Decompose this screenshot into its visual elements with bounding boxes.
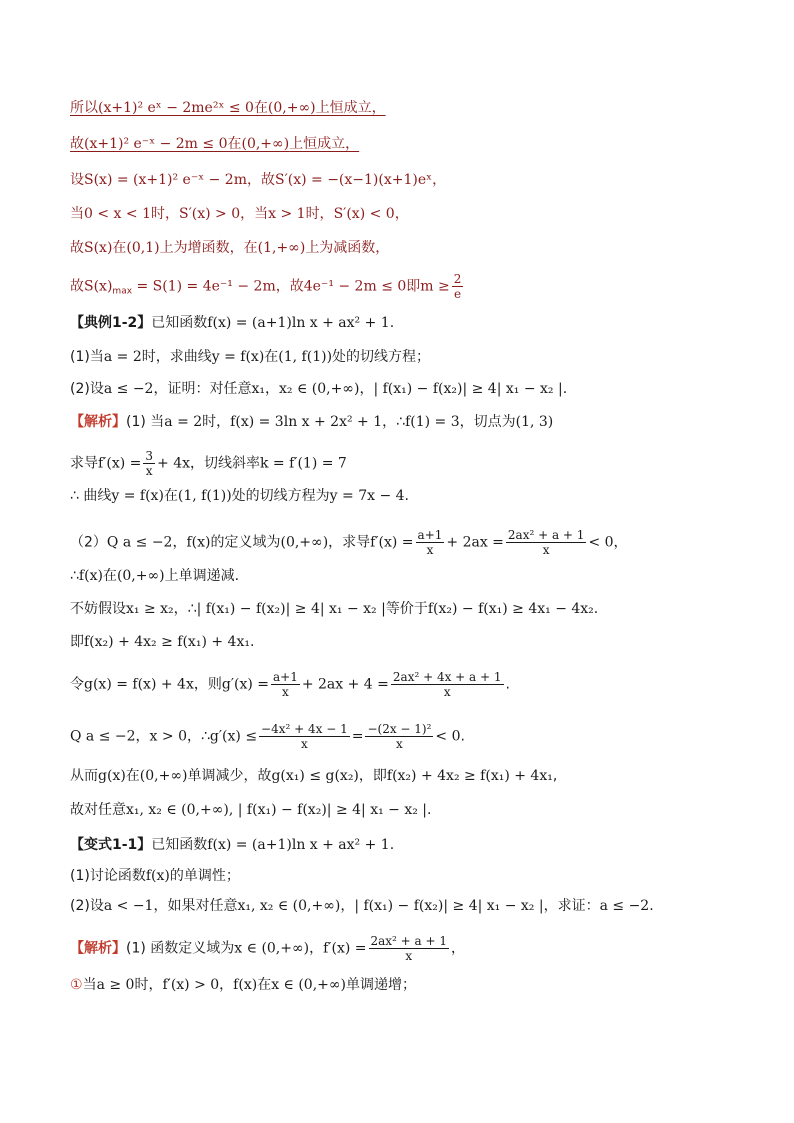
math-expression: Q a ≤ −2	[70, 728, 136, 745]
math-expression: S(x)	[84, 240, 113, 256]
text-line	[70, 170, 446, 190]
text-segment: 故	[70, 136, 84, 152]
math-expression: (1, f(1))	[177, 488, 232, 504]
math-expression: f′(x) =	[370, 534, 414, 551]
fraction	[452, 272, 464, 301]
text-segment: .	[562, 381, 568, 397]
numerator: 2ax² + a + 1	[370, 934, 448, 948]
step-marker: ①	[70, 977, 83, 993]
text-segment: 等价于	[385, 601, 428, 617]
text-line	[70, 566, 239, 586]
text-segment: (1)当	[70, 349, 104, 365]
fraction	[259, 722, 350, 751]
text-segment: (1) 函数定义域为	[126, 940, 235, 957]
text-segment: ，	[309, 940, 324, 957]
denominator: x	[426, 543, 434, 557]
section-tag: 【解析】	[70, 414, 126, 430]
text-segment: .	[389, 315, 395, 331]
section-tag: 【变式1-1】	[70, 837, 152, 853]
text-segment: 从而	[70, 768, 98, 784]
fraction	[271, 670, 300, 699]
math-expression: (x+1)² eˣ − 2me²ˣ ≤ 0	[98, 100, 254, 116]
math-expression: S′(x) > 0	[178, 206, 241, 222]
math-expression: f(x₂) − f(x₁) ≥ 4x₁ − 4x₂	[427, 601, 594, 617]
text-segment: ，	[264, 381, 279, 397]
text-segment: .	[249, 634, 255, 650]
math-expression: f(x)	[186, 534, 211, 551]
text-segment: 时，	[134, 977, 163, 993]
text-segment: ，	[135, 728, 150, 745]
math-expression: | f(x₁) − f(x₂)| ≥ 4| x₁ − x₂ |	[196, 601, 386, 617]
math-expression: y = f(x)	[211, 349, 265, 365]
text-segment: 时，	[150, 206, 179, 222]
denominator: x	[396, 737, 403, 751]
math-expression: x₂ ∈ (0,+∞)	[278, 381, 360, 397]
text-segment: 上恒成立，	[315, 100, 386, 116]
text-segment: 时，	[202, 414, 231, 430]
math-expression: a ≥ 0	[96, 977, 135, 993]
math-expression: =	[351, 728, 364, 745]
math-expression: < 0	[588, 534, 614, 551]
text-line	[70, 766, 557, 786]
text-segment: 故	[70, 240, 84, 256]
text-segment: 时，	[305, 206, 334, 222]
math-expression: a = 2	[103, 349, 142, 365]
math-expression: y = 7x − 4	[329, 488, 405, 504]
denominator: x	[300, 737, 308, 751]
text-segment: .	[389, 837, 395, 853]
fraction	[143, 449, 155, 478]
math-expression: f(x)	[145, 868, 170, 884]
text-segment: 当	[70, 206, 84, 222]
text-segment: 的定义域为	[210, 534, 281, 551]
math-expression: f(x) = (a+1)ln x + ax² + 1	[207, 315, 390, 331]
text-segment: (1) 当	[126, 414, 165, 430]
text-segment: ，	[451, 940, 466, 957]
math-expression: (0,+∞)	[267, 100, 316, 116]
math-expression: y = f(x)	[111, 488, 164, 504]
text-segment: 上恒成立，	[289, 136, 360, 152]
text-segment: ，	[432, 172, 447, 188]
text-line	[70, 379, 567, 399]
math-expression: | f(x₁) − f(x₂)| ≥ 4| x₁ − x₂ |	[373, 381, 563, 397]
math-expression: g′(x) ≤	[209, 728, 258, 745]
text-segment: 在	[102, 568, 117, 584]
text-line	[70, 98, 386, 118]
text-segment: .	[649, 898, 654, 914]
text-segment: ，∴	[382, 414, 406, 430]
text-segment: 在	[253, 100, 268, 116]
numerator: a+1	[273, 670, 298, 684]
math-expression: x₁	[251, 381, 265, 397]
denominator: x	[145, 464, 153, 478]
math-expression: S(x)	[84, 278, 113, 295]
math-expression: S′(x) < 0	[333, 206, 395, 222]
fraction	[391, 670, 504, 699]
text-segment: (2)设	[70, 381, 104, 397]
text-segment: ，切点为	[459, 414, 516, 430]
text-segment: ，	[394, 206, 409, 222]
denominator: x	[443, 685, 451, 699]
text-segment: ，证明：对任意	[153, 381, 252, 397]
text-line	[70, 722, 465, 751]
text-segment: ，	[172, 534, 187, 551]
math-expression: m ≥	[420, 278, 450, 295]
numerator: a+1	[417, 528, 443, 542]
math-expression: g(x) = f(x) + 4x	[84, 676, 194, 693]
text-segment: .	[460, 728, 465, 745]
text-segment: 处的切线方程为	[231, 488, 330, 504]
text-segment: ，即	[358, 768, 387, 784]
math-expression: 0 < x < 1	[84, 206, 151, 222]
text-segment: ，	[359, 381, 374, 397]
text-segment: 的单调性；	[169, 868, 240, 884]
denominator: e	[454, 287, 462, 301]
numerator: −4x² + 4x − 1	[261, 722, 348, 736]
math-expression: S(x) = (x+1)² e⁻ˣ − 2m	[84, 172, 247, 188]
text-segment: ，求导	[328, 534, 371, 551]
text-segment: (2)设	[70, 898, 104, 914]
text-segment: ，则	[193, 676, 222, 693]
text-segment: 单调减少，故	[187, 768, 272, 784]
text-segment: 求导	[70, 455, 98, 472]
math-expression: f(x)	[78, 568, 103, 584]
text-segment: 已知函数	[151, 315, 208, 331]
math-expression: x > 1	[268, 206, 306, 222]
math-expression: k = f′(1) = 7	[260, 455, 347, 472]
math-expression: x ∈ (0,+∞)	[234, 940, 310, 957]
denominator: x	[405, 949, 413, 963]
math-expression: S′(x) = −(x−1)(x+1)eˣ	[274, 172, 433, 188]
math-expression: f(x) = (a+1)ln x + ax² + 1	[207, 837, 390, 853]
numerator: 2	[453, 272, 462, 286]
denominator: x	[282, 685, 289, 699]
text-segment: ，故	[275, 278, 304, 295]
text-segment: ，如果对任意	[153, 898, 238, 914]
text-segment: ，	[613, 534, 628, 551]
text-segment: 所以	[70, 100, 98, 116]
text-segment: 即	[406, 278, 421, 295]
text-line	[70, 670, 510, 699]
text-segment: ，∴	[173, 601, 197, 617]
math-expression: | f(x₁) − f(x₂)| ≥ 4| x₁ − x₂ |	[354, 898, 544, 914]
math-expression: a ≤ −2	[599, 898, 650, 914]
text-segment: ,	[552, 768, 558, 784]
text-segment: 在	[257, 977, 272, 993]
subscript: max	[112, 286, 133, 297]
math-expression: (0,+∞)	[116, 568, 165, 584]
text-segment: ∴ 曲线	[70, 488, 112, 504]
numerator: −(2x − 1)²	[367, 722, 432, 736]
math-expression: f′(x) =	[98, 455, 142, 472]
text-line	[70, 347, 430, 367]
math-expression: a < −1	[103, 898, 154, 914]
text-line	[70, 975, 416, 995]
fraction	[365, 722, 433, 751]
text-segment: 设	[70, 172, 84, 188]
text-line	[70, 934, 465, 963]
math-expression: (0,1)	[126, 240, 160, 256]
math-expression: (0,+∞)	[280, 534, 329, 551]
math-expression: 4e⁻¹ − 2m ≤ 0	[303, 278, 407, 295]
math-expression: Q a ≤ −2	[106, 534, 173, 551]
text-segment: .	[593, 601, 599, 617]
text-line	[70, 599, 598, 619]
section-tag: 【解析】	[70, 940, 126, 957]
text-line	[70, 238, 389, 258]
text-line	[70, 272, 465, 302]
math-expression: f(x) = 3ln x + 2x² + 1	[230, 414, 383, 430]
math-expression: x ∈ (0,+∞)	[271, 977, 347, 993]
text-segment: ，求证：	[543, 898, 600, 914]
text-segment: ，切线斜率	[190, 455, 260, 472]
text-segment: 在	[227, 136, 242, 152]
text-line	[70, 486, 409, 506]
math-expression: g′(x) =	[221, 676, 269, 693]
text-segment: ，当	[240, 206, 269, 222]
text-line	[70, 313, 394, 333]
text-line	[70, 204, 409, 224]
text-segment: ，	[340, 898, 355, 914]
text-line	[70, 866, 240, 886]
text-segment: 即	[70, 634, 84, 650]
fraction	[506, 528, 587, 557]
math-expression: (0,+∞)	[139, 768, 188, 784]
text-segment: 不妨假设	[70, 601, 126, 617]
denominator: x	[542, 543, 550, 557]
text-segment: 在	[112, 240, 127, 256]
math-expression: < 0	[435, 728, 461, 745]
text-segment: 时，求曲线	[141, 349, 212, 365]
text-segment: 在	[163, 488, 178, 504]
text-line	[70, 134, 359, 154]
text-line	[70, 528, 628, 557]
text-line	[70, 449, 347, 478]
text-segment: (1)讨论函数	[70, 868, 146, 884]
text-line	[70, 800, 431, 820]
math-expression: x > 0	[149, 728, 187, 745]
text-line	[70, 632, 254, 652]
math-expression: (1, f(1))	[278, 349, 333, 365]
fraction	[416, 528, 445, 557]
numerator: 3	[145, 449, 154, 463]
text-segment: 单调递增；	[346, 977, 417, 993]
math-expression: a ≤ −2	[103, 381, 154, 397]
math-expression: f(x₂) + 4x₂ ≥ f(x₁) + 4x₁	[84, 634, 250, 650]
text-segment: 当	[82, 977, 97, 993]
section-tag: 【典例1-2】	[70, 315, 152, 331]
text-segment: ∴	[70, 568, 79, 584]
text-segment: 故	[70, 278, 84, 295]
numerator: 2ax² + 4x + a + 1	[392, 670, 502, 684]
math-expression: a = 2	[164, 414, 203, 430]
text-segment: 令	[70, 676, 84, 693]
math-expression: x₁, x₂ ∈ (0,+∞), | f(x₁) − f(x₂)| ≥ 4| x₁ − x₂ |	[126, 802, 428, 818]
text-segment: ，∴	[186, 728, 210, 745]
text-segment: .	[427, 802, 432, 818]
math-expression: + 2ax + 4 =	[301, 676, 389, 693]
math-expression: x₁, x₂ ∈ (0,+∞)	[237, 898, 341, 914]
math-expression: + 4x	[157, 455, 190, 472]
math-expression: f′(x) =	[323, 940, 367, 957]
text-segment: 上为增函数，在	[159, 240, 258, 256]
text-segment: 故对任意	[70, 802, 126, 818]
text-segment: 上单调递减.	[164, 568, 240, 584]
text-line	[70, 896, 654, 916]
text-segment: 在	[264, 349, 279, 365]
math-expression: x₁ ≥ x₂	[126, 601, 174, 617]
text-line	[70, 835, 394, 855]
math-expression: (x+1)² e⁻ˣ − 2m ≤ 0	[84, 136, 228, 152]
fraction	[369, 934, 450, 963]
text-segment: 已知函数	[151, 837, 208, 853]
text-segment: 处的切线方程；	[332, 349, 431, 365]
math-expression: g(x₁) ≤ g(x₂)	[271, 768, 359, 784]
math-expression: f(1) = 3	[405, 414, 460, 430]
text-segment: 上为减函数，	[305, 240, 390, 256]
text-segment: 在	[125, 768, 140, 784]
math-expression: (1,+∞)	[257, 240, 306, 256]
math-expression: = S(1) = 4e⁻¹ − 2m	[132, 278, 276, 295]
math-expression: f′(x) > 0	[162, 977, 220, 993]
math-expression: + 2ax =	[446, 534, 504, 551]
math-expression: (1, 3)	[515, 414, 554, 430]
math-expression: (0,+∞)	[241, 136, 290, 152]
text-segment: ，故	[246, 172, 275, 188]
math-expression: f(x₂) + 4x₂ ≥ f(x₁) + 4x₁	[386, 768, 553, 784]
numerator: 2ax² + a + 1	[507, 528, 585, 542]
text-segment: （2）	[70, 534, 107, 551]
text-segment: .	[404, 488, 409, 504]
text-segment: .	[505, 676, 510, 693]
math-expression: f(x)	[233, 977, 258, 993]
text-segment: ，	[219, 977, 234, 993]
math-expression: g(x)	[98, 768, 126, 784]
text-line	[70, 412, 553, 432]
